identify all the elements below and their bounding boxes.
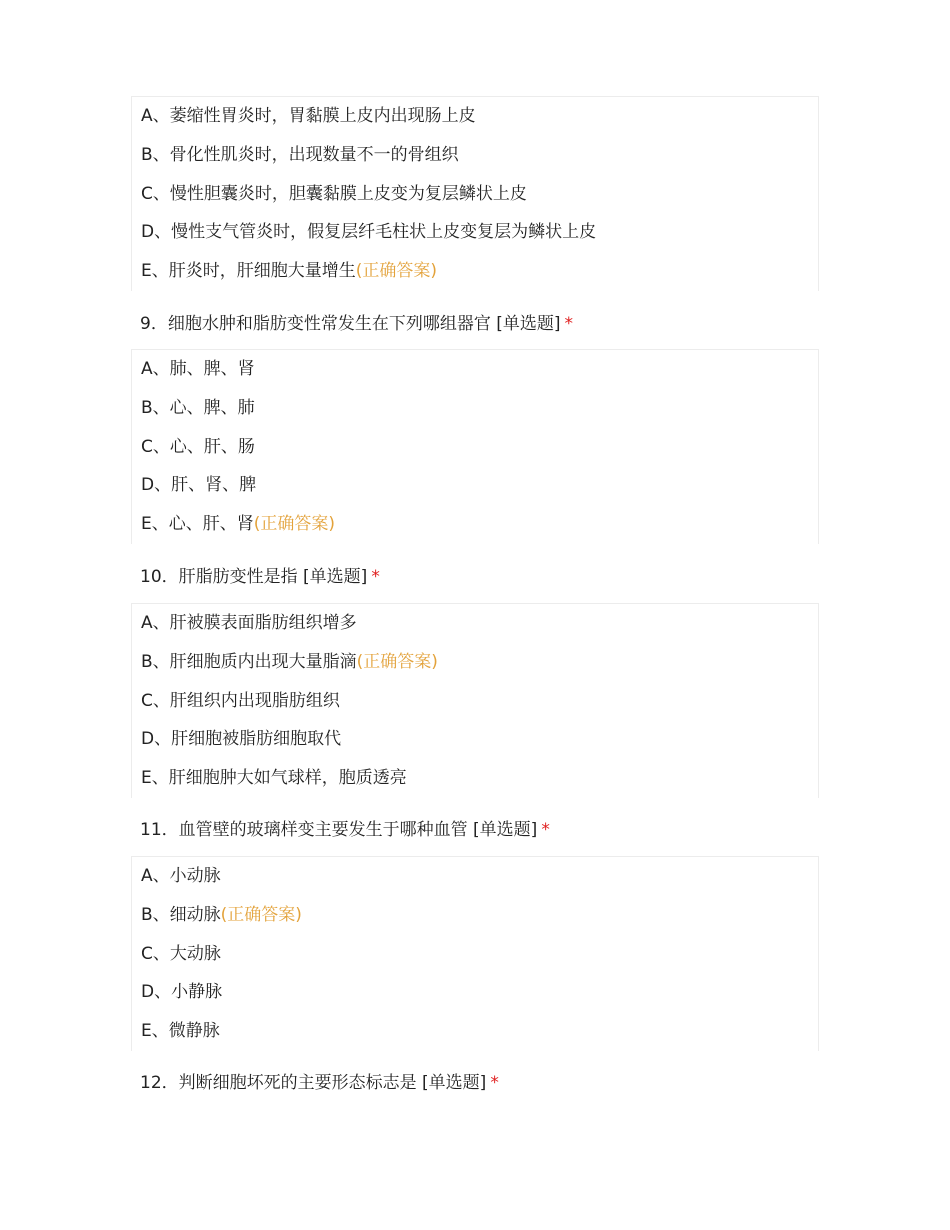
question-number: 9． (140, 314, 168, 334)
option-c[interactable]: C、大动脉 (141, 943, 221, 964)
option-a[interactable]: A、肺、脾、肾 (141, 359, 255, 379)
option-b[interactable]: B、肝细胞质内出现大量脂滴(正确答案) (141, 651, 438, 672)
question-title-12 (140, 1071, 499, 1095)
option-b[interactable]: B、细动脉(正确答案) (141, 904, 302, 925)
correct-answer-label: (正确答案) (356, 651, 438, 672)
correct-answer-label: (正确答案) (253, 514, 336, 535)
option-a[interactable]: A、肝被膜表面脂肪组织增多 (141, 613, 357, 633)
option-d[interactable]: D、肝、肾、脾 (141, 475, 257, 496)
question-number: 11． (140, 820, 179, 840)
question-type: [单选题] (303, 567, 368, 587)
correct-answer-label: (正确答案) (220, 904, 302, 925)
option-c[interactable]: C、慢性胆囊炎时，胆囊黏膜上皮变为复层鳞状上皮 (141, 183, 527, 204)
required-mark: * (371, 567, 380, 587)
option-e[interactable]: E、微静脉 (141, 1021, 220, 1042)
options-box-q9 (131, 349, 819, 544)
question-type: [单选题] (496, 314, 561, 334)
option-b[interactable]: B、骨化性肌炎时，出现数量不一的骨组织 (141, 144, 459, 165)
question-title-11 (140, 818, 550, 842)
option-e[interactable]: E、肝细胞肿大如气球样，胞质透亮 (141, 768, 407, 789)
option-c[interactable]: C、心、肝、肠 (141, 436, 255, 457)
required-mark: * (490, 1073, 499, 1093)
option-a[interactable]: A、萎缩性胃炎时，胃黏膜上皮内出现肠上皮 (141, 106, 476, 126)
option-d[interactable]: D、肝细胞被脂肪细胞取代 (141, 729, 342, 750)
question-number: 12． (140, 1073, 179, 1093)
question-text: 细胞水肿和脂肪变性常发生在下列哪组器官 (167, 314, 491, 334)
required-mark: * (541, 820, 550, 840)
correct-answer-label: (正确答案) (355, 261, 438, 282)
required-mark: * (564, 314, 573, 334)
question-text: 判断细胞坏死的主要形态标志是 (178, 1073, 417, 1093)
option-d[interactable]: D、小静脉 (141, 982, 223, 1003)
options-box-q8 (131, 96, 819, 291)
question-text: 血管壁的玻璃样变主要发生于哪种血管 (178, 820, 468, 840)
option-c[interactable]: C、肝组织内出现脂肪组织 (141, 690, 340, 711)
option-e[interactable]: E、肝炎时，肝细胞大量增生(正确答案) (141, 261, 438, 282)
option-d[interactable]: D、慢性支气管炎时，假复层纤毛柱状上皮变复层为鳞状上皮 (141, 222, 597, 243)
question-title-10 (140, 565, 380, 589)
options-box-q11 (131, 856, 819, 1051)
option-a[interactable]: A、小动脉 (141, 866, 221, 886)
option-b[interactable]: B、心、脾、肺 (141, 397, 255, 418)
question-title-9 (140, 312, 573, 336)
option-e[interactable]: E、心、肝、肾(正确答案) (141, 514, 336, 535)
question-number: 10． (140, 567, 179, 587)
options-box-q10 (131, 603, 819, 798)
question-type: [单选题] (473, 820, 538, 840)
question-type: [单选题] (422, 1073, 487, 1093)
question-text: 肝脂肪变性是指 (178, 567, 298, 587)
